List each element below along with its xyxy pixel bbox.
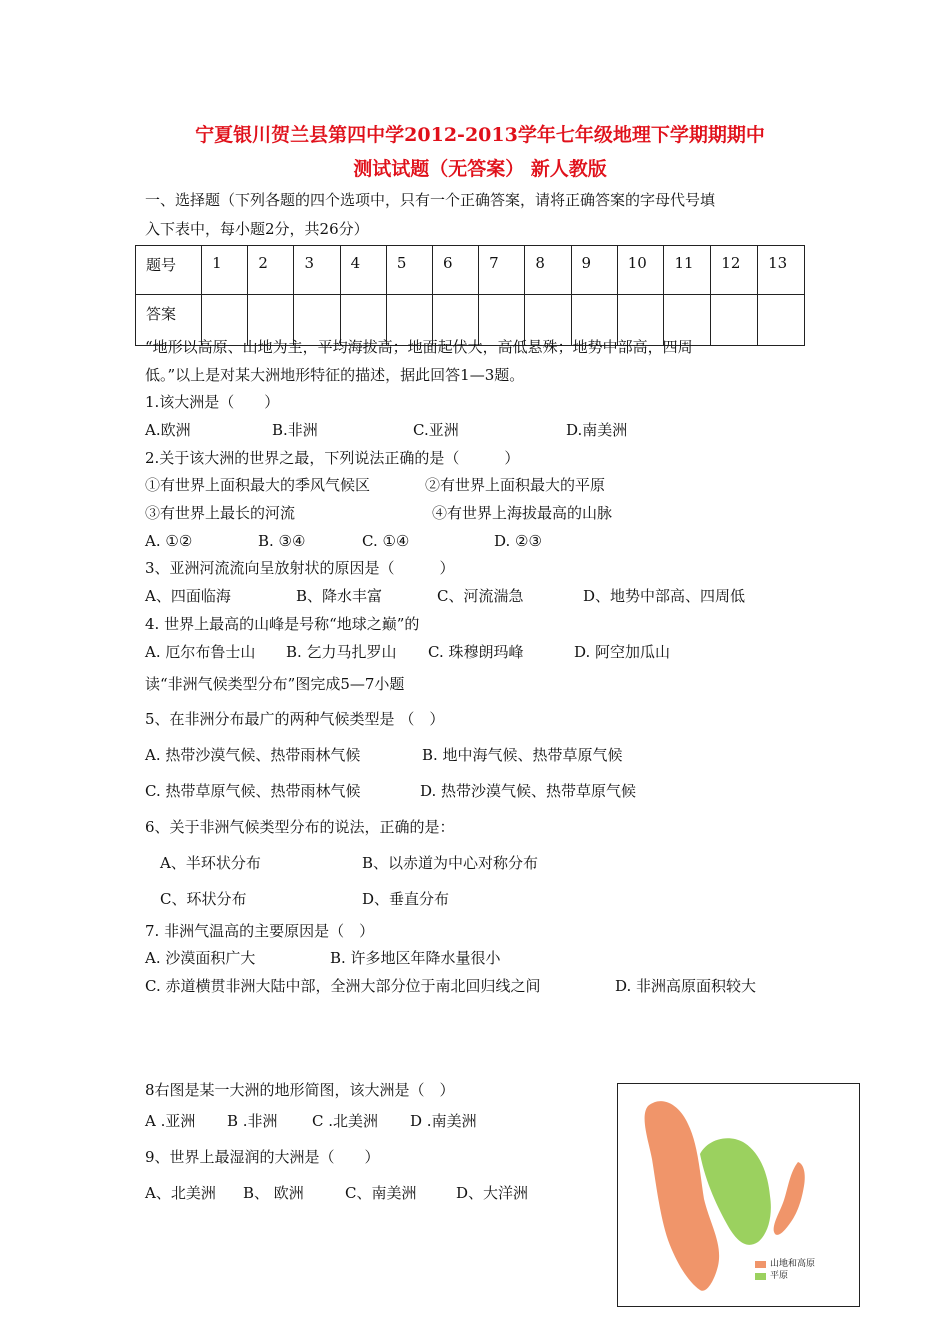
q9-option-b: B、 欧洲: [243, 1184, 304, 1202]
question-number: 13: [758, 246, 805, 295]
question-number: 9: [571, 246, 617, 295]
q8-option-a: A .亚洲: [145, 1112, 196, 1130]
question-6: 6、关于非洲气候类型分布的说法，正确的是：: [145, 818, 455, 836]
question-4: 4. 世界上最高的山峰是号称“地球之巅”的: [145, 615, 420, 633]
q7-option-a: A. 沙漠面积广大: [145, 949, 256, 967]
question-5: 5、在非洲分布最广的两种气候类型是 （ ）: [145, 710, 445, 728]
passage-line-1: “地形以高原、山地为主，平均海拔高；地面起伏大，高低悬殊；地势中部高，四周: [145, 338, 693, 356]
q6-option-a: A、半环状分布: [160, 854, 261, 872]
q5-option-c: C. 热带草原气候、热带雨林气候: [145, 782, 361, 800]
q3-option-c: C、河流湍急: [437, 587, 524, 605]
question-1: 1.该大洲是（ ）: [145, 393, 280, 411]
reading-intro: 读“非洲气候类型分布”图完成5—7小题: [145, 675, 405, 693]
answer-header: 答案: [136, 295, 202, 346]
q6-option-d: D、垂直分布: [362, 890, 450, 908]
q5-option-b: B. 地中海气候、热带草原气候: [422, 746, 623, 764]
question-number: 7: [479, 246, 525, 295]
title-line-2: 测试试题（无答案） 新人教版: [353, 158, 607, 180]
q9-option-d: D、大洋洲: [456, 1184, 529, 1202]
q2-option-a: A. ①②: [145, 532, 193, 550]
mountain-region-west: [645, 1101, 720, 1291]
q4-option-a: A. 厄尔布鲁士山: [145, 643, 256, 661]
question-8: 8右图是某一大洲的地形简图，该大洲是（ ）: [145, 1081, 455, 1099]
question-number: 10: [617, 246, 664, 295]
q4-option-c: C. 珠穆朗玛峰: [428, 643, 524, 661]
answer-cell[interactable]: [711, 295, 758, 346]
q2-option-c: C. ①④: [362, 532, 410, 550]
q9-option-c: C、南美洲: [345, 1184, 417, 1202]
q1-option-d: D.南美洲: [566, 421, 628, 439]
continent-terrain-map: [617, 1083, 860, 1307]
mountain-region-east: [774, 1162, 805, 1235]
q2-statement-1: ①有世界上面积最大的季风气候区: [145, 476, 371, 494]
q8-option-c: C .北美洲: [312, 1112, 379, 1130]
q6-option-b: B、以赤道为中心对称分布: [362, 854, 539, 872]
answer-table: [135, 245, 805, 346]
question-number: 12: [711, 246, 758, 295]
legend-plain-label: 平原: [770, 1271, 789, 1281]
answer-cell[interactable]: [758, 295, 805, 346]
legend-plain-swatch: [755, 1273, 766, 1280]
passage-line-2: 低。”以上是对某大洲地形特征的描述，据此回答1—3题。: [145, 366, 525, 384]
question-number: 4: [340, 246, 386, 295]
q5-option-a: A. 热带沙漠气候、热带雨林气候: [145, 746, 361, 764]
legend-mountain-label: 山地和高原: [770, 1259, 816, 1269]
q3-option-d: D、地势中部高、四周低: [583, 587, 746, 605]
question-number: 6: [433, 246, 479, 295]
legend-mountain-swatch: [755, 1261, 766, 1268]
q9-option-a: A、北美洲: [145, 1184, 216, 1202]
question-number: 3: [294, 246, 340, 295]
question-number: 8: [525, 246, 571, 295]
question-9: 9、世界上最湿润的大洲是（ ）: [145, 1148, 380, 1166]
legend-plain: [755, 1271, 788, 1281]
q7-option-b: B. 许多地区年降水量很小: [330, 949, 501, 967]
q2-statement-4: ④有世界上海拔最高的山脉: [432, 504, 613, 522]
q2-statement-2: ②有世界上面积最大的平原: [425, 476, 606, 494]
q8-option-d: D .南美洲: [410, 1112, 477, 1130]
section1-instructions-2: 入下表中，每小题2分，共26分）: [145, 220, 369, 238]
question-7: 7. 非洲气温高的主要原因是（ ）: [145, 922, 375, 940]
question-number: 5: [386, 246, 432, 295]
q1-option-c: C.亚洲: [413, 421, 459, 439]
question-number: 2: [248, 246, 294, 295]
question-2: 2.关于该大洲的世界之最，下列说法正确的是（ ）: [145, 449, 520, 467]
section1-instructions-1: 一、选择题（下列各题的四个选项中，只有一个正确答案，请将正确答案的字母代号填: [145, 191, 716, 209]
q7-option-c: C. 赤道横贯非洲大陆中部，全洲大部分位于南北回归线之间: [145, 977, 541, 995]
q2-statement-3: ③有世界上最长的河流: [145, 504, 296, 522]
question-number-header: 题号: [136, 246, 202, 295]
q4-option-d: D. 阿空加瓜山: [574, 643, 671, 661]
title-line-1: 宁夏银川贺兰县第四中学2012-2013学年七年级地理下学期期期中: [195, 124, 765, 146]
q8-option-b: B .非洲: [227, 1112, 278, 1130]
question-3: 3、亚洲河流流向呈放射状的原因是（ ）: [145, 559, 455, 577]
q6-option-c: C、环状分布: [160, 890, 247, 908]
q4-option-b: B. 乞力马扎罗山: [286, 643, 397, 661]
q1-option-b: B.非洲: [272, 421, 318, 439]
q3-option-b: B、降水丰富: [296, 587, 383, 605]
terrain-map-drawing: [618, 1084, 859, 1306]
q2-option-d: D. ②③: [494, 532, 542, 550]
q2-option-b: B. ③④: [258, 532, 306, 550]
legend-mountain: [755, 1259, 815, 1269]
question-number: 11: [664, 246, 711, 295]
q7-option-d: D. 非洲高原面积较大: [615, 977, 757, 995]
q5-option-d: D. 热带沙漠气候、热带草原气候: [420, 782, 637, 800]
question-number: 1: [202, 246, 248, 295]
q3-option-a: A、四面临海: [145, 587, 231, 605]
answer-table-number-row: [136, 246, 805, 295]
q1-option-a: A.欧洲: [145, 421, 191, 439]
